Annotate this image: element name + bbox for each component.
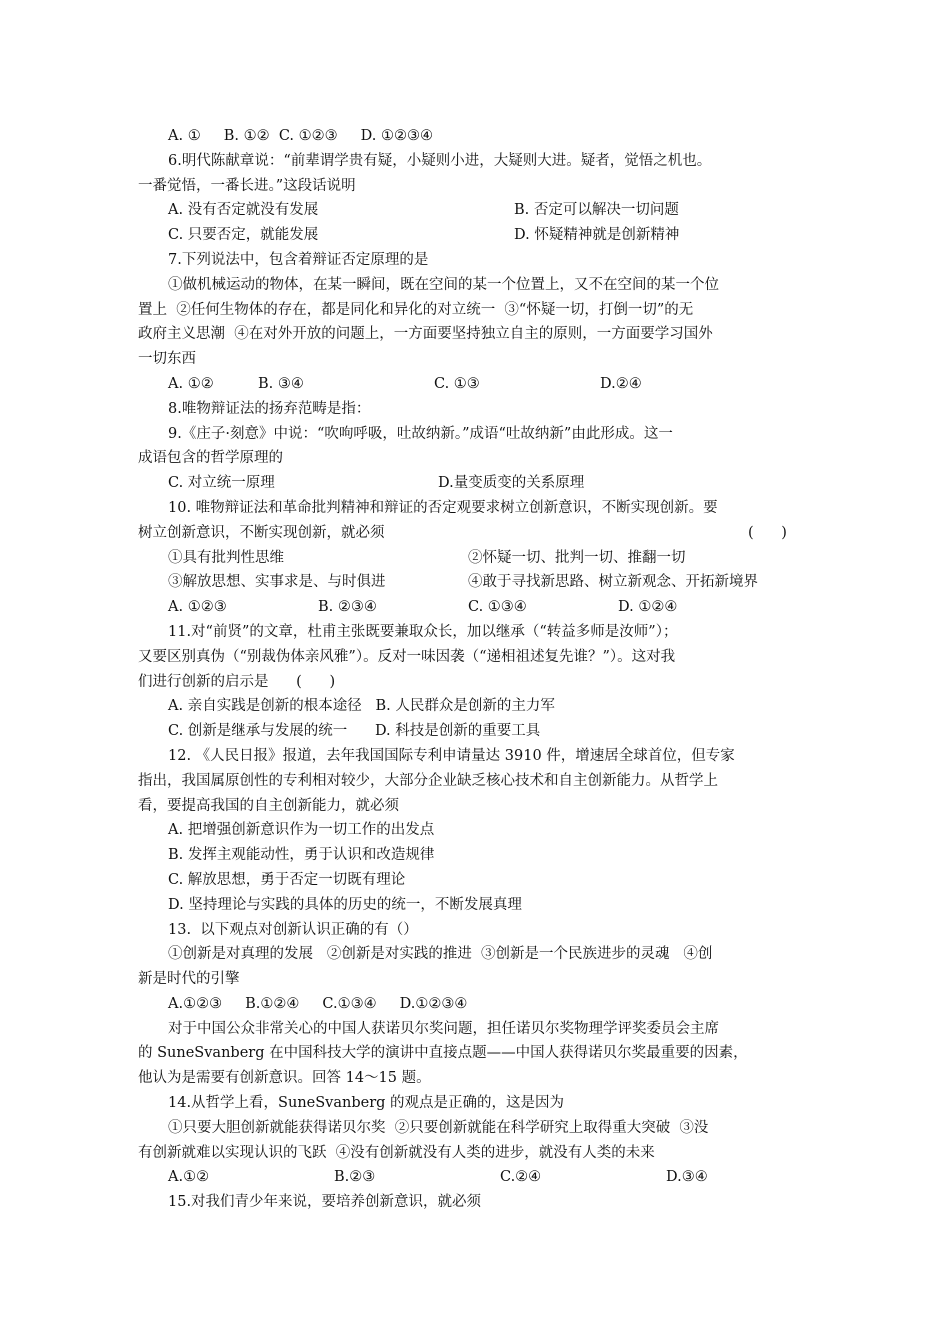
items-q10-12 — [138, 546, 818, 571]
options-q6-cd — [138, 223, 818, 248]
option-c: C. 解放思想，勇于否定一切既有理论 — [168, 871, 406, 888]
question-7-line4: 一切东西 — [138, 351, 196, 368]
option-a: A. ①② — [168, 375, 214, 392]
question-13: 13. 以下观点对创新认识正确的有（） — [168, 921, 418, 938]
question-14-items: ①只要大胆创新就能获得诺贝尔奖 ②只要创新就能在科学研究上取得重大突破 ③没 — [168, 1119, 709, 1136]
question-7-line3: 政府主义思潮 ④在对外开放的问题上，一方面要坚持独立自主的原则，一方面要学习国外 — [138, 326, 713, 343]
option-d: D. 坚持理论与实践的具体的历史的统一，不断发展真理 — [168, 896, 522, 913]
option-c: C. ①③④ — [468, 599, 527, 616]
option-b: B. ②③④ — [318, 599, 377, 616]
option-d: D. 怀疑精神就是创新精神 — [514, 227, 680, 244]
question-7: 7.下列说法中，包含着辩证否定原理的是 — [168, 251, 429, 268]
option-a: A.①② — [168, 1169, 210, 1186]
question-10-cont — [138, 521, 818, 546]
options-q7 — [138, 372, 818, 397]
passage-line3: 他认为是需要有创新意识。回答 14～15 题。 — [138, 1070, 431, 1087]
options-q11-cd: C. 创新是继承与发展的统一 D. 科技是创新的重要工具 — [168, 723, 541, 740]
question-11-line2: 又要区别真伪（“别裁伪体亲风雅”）。反对一味因袭（“递相祖述复先谁？”）。这对我 — [138, 648, 676, 665]
option-d: D. ①②④ — [618, 599, 678, 616]
option-b: B. ③④ — [258, 375, 304, 392]
question-7-line2: 置上 ②任何生物体的存在，都是同化和异化的对立统一 ③“怀疑一切，打倒一切”的无 — [138, 301, 694, 318]
question-11: 11.对“前贤”的文章，杜甫主张既要兼取众长，加以继承（“转益多师是汝师”）； — [168, 623, 678, 640]
option-c: C. 对立统一原理 — [168, 475, 275, 492]
option-d: D.②④ — [600, 375, 642, 392]
option-c: C. ①③ — [434, 375, 480, 392]
passage-line2: 的 SuneSvanberg 在中国科技大学的演讲中直接点题——中国人获得诺贝尔奖最重要的因素， — [138, 1045, 748, 1062]
question-13-items: ①创新是对真理的发展 ②创新是对实践的推进 ③创新是一个民族进步的灵魂 ④创 — [168, 946, 713, 963]
options-q5: A. ① B. ①② C. ①②③ D. ①②③④ — [168, 128, 433, 144]
option-b: B. 否定可以解决一切问题 — [514, 202, 679, 219]
option-b: B. 发挥主观能动性，勇于认识和改造规律 — [168, 847, 435, 864]
question-6: 6.明代陈献章说：“前辈谓学贵有疑，小疑则小进，大疑则大进。疑者，觉悟之机也。 — [168, 152, 712, 169]
option-d: D.量变质变的关系原理 — [438, 475, 585, 492]
question-9: 9.《庄子·刻意》中说：“吹呴呼吸，吐故纳新。”成语“吐故纳新”由此形成。这一 — [168, 425, 673, 442]
question-9-cont: 成语包含的哲学原理的 — [138, 450, 283, 467]
options-q9 — [138, 471, 818, 496]
item-3: ③解放思想、实事求是、与时俱进 — [168, 574, 386, 591]
options-q6-ab — [138, 198, 818, 223]
options-q10 — [138, 595, 818, 620]
question-11-line3: 们进行创新的启示是 ( ) — [138, 673, 336, 690]
item-4: ④敢于寻找新思路、树立新观念、开拓新境界 — [468, 574, 758, 591]
question-14: 14.从哲学上看，SuneSvanberg 的观点是正确的，这是因为 — [168, 1095, 565, 1112]
question-15: 15.对我们青少年来说，要培养创新意识，就必须 — [168, 1194, 482, 1211]
item-2: ②怀疑一切、批判一切、推翻一切 — [468, 549, 686, 566]
items-q10-34 — [138, 570, 818, 595]
option-d: D.③④ — [666, 1169, 708, 1186]
option-b: B.②③ — [334, 1169, 376, 1186]
option-c: C.②④ — [500, 1169, 542, 1186]
options-q14 — [138, 1165, 818, 1190]
item-1: ①具有批判性思维 — [168, 549, 284, 566]
question-12-line2: 指出，我国属原创性的专利相对较少，大部分企业缺乏核心技术和自主创新能力。从哲学上 — [138, 772, 718, 789]
options-q13: A.①②③ B.①②④ C.①③④ D.①②③④ — [168, 995, 468, 1012]
question-10-text: 树立创新意识，不断实现创新，就必须 — [138, 524, 385, 541]
question-8: 8.唯物辩证法的扬弃范畴是指： — [168, 400, 371, 417]
question-12: 12. 《人民日报》报道，去年我国国际专利申请量达 3910 件，增速居全球首位，但专家 — [168, 747, 735, 764]
question-14-items-cont: 有创新就难以实现认识的飞跃 ④没有创新就没有人类的进步，就没有人类的未来 — [138, 1144, 655, 1161]
option-a: A. 没有否定就没有发展 — [168, 202, 319, 219]
question-10: 10. 唯物辩证法和革命批判精神和辩证的否定观要求树立创新意识，不断实现创新。要 — [168, 499, 718, 516]
option-a: A. ①②③ — [168, 599, 227, 616]
question-7-item1: ①做机械运动的物体，在某一瞬间，既在空间的某一个位置上，又不在空间的某一个位 — [168, 276, 719, 293]
options-q11-ab: A. 亲自实践是创新的根本途径 B. 人民群众是创新的主力军 — [168, 698, 555, 715]
answer-paren: ( ) — [748, 524, 787, 541]
option-a: A. 把增强创新意识作为一切工作的出发点 — [168, 822, 435, 839]
question-12-line3: 看，要提高我国的自主创新能力，就必须 — [138, 797, 399, 814]
question-13-items-cont: 新是时代的引擎 — [138, 971, 240, 988]
question-text — [138, 124, 818, 1215]
option-c: C. 只要否定，就能发展 — [168, 227, 319, 244]
passage-line1: 对于中国公众非常关心的中国人获诺贝尔奖问题，担任诺贝尔奖物理学评奖委员会主席 — [168, 1020, 719, 1037]
question-6-cont: 一番觉悟，一番长进。”这段话说明 — [138, 177, 356, 194]
